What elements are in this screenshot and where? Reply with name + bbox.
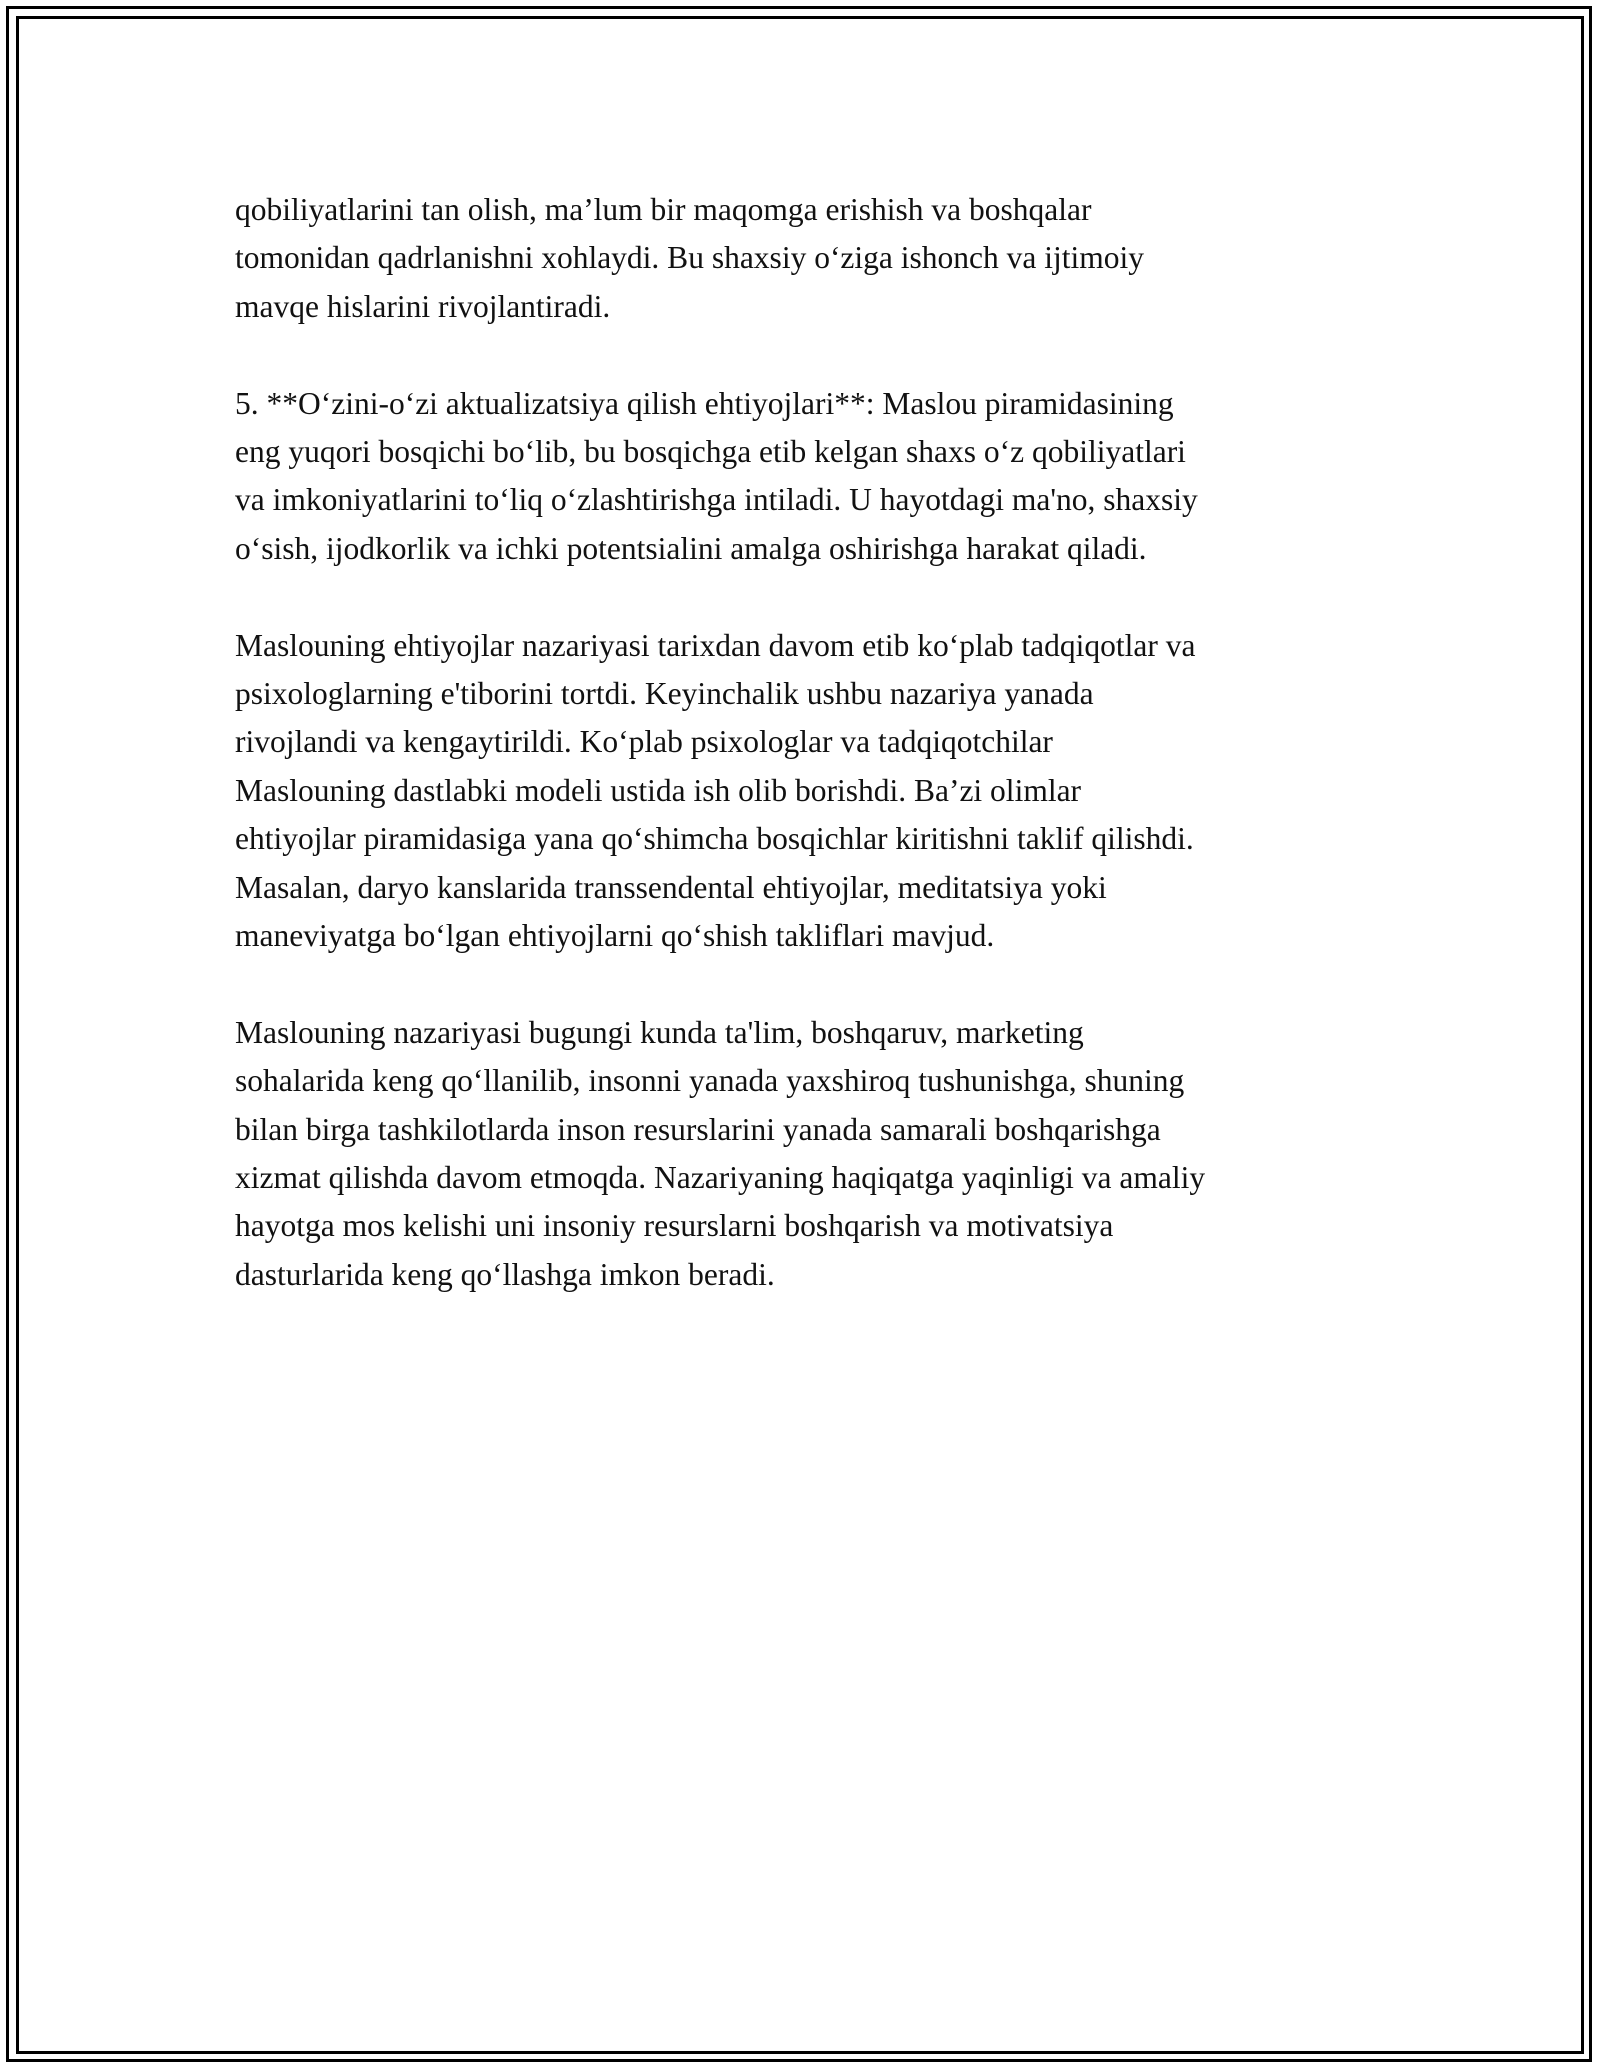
- document-body: [235, 186, 1370, 1348]
- paragraph-esteem-needs-continuation: qobiliyatlarini tan olish, ma’lum bir maqomga erishish va boshqalar tomonidan qadrlanishni xohlaydi. Bu shaxsiy o‘ziga ishonch va ijtimoiy mavqe hislarini rivojlantiradi.: [235, 192, 1145, 324]
- paragraph-self-actualization: 5. **O‘zini-o‘zi aktualizatsiya qilish ehtiyojlari**: Maslou piramidasining eng yuqori bosqichi bo‘lib, bu bosqichga etib kelgan shaxs o‘z qobiliyatlari va imkoniyatlarini to‘liq o‘zlashtirishga intiladi. U hayotdagi ma'no, shaxsiy o‘sish, ijodkorlik va ichki potentsialini amalga oshirishga harakat qiladi.: [235, 385, 1198, 566]
- paragraph-theory-history: Maslouning ehtiyojlar nazariyasi tarixdan davom etib ko‘plab tadqiqotlar va psixologlarning e'tiborini tortdi. Keyinchalik ushbu nazariya yanada rivojlandi va kengaytirildi. Ko‘plab psixologlar va tadqiqotchilar Maslouning dastlabki modeli ustida ish olib borishdi. Ba’zi olimlar ehtiyojlar piramidasiga yana qo‘shimcha bosqichlar kiritishni taklif qilishdi. Masalan, daryo kanslarida transsendental ehtiyojlar, meditatsiya yoki maneviyatga bo‘lgan ehtiyojlarni qo‘shish takliflari mavjud.: [235, 627, 1196, 954]
- paragraph-theory-applications: Maslouning nazariyasi bugungi kunda ta'lim, boshqaruv, marketing sohalarida keng qo‘llanilib, insonni yanada yaxshiroq tushunishga, shuning bilan birga tashkilotlarda inson resurslarini yanada samarali boshqarishga xizmat qilishda davom etmoqda. Nazariyaning haqiqatga yaqinligi va amaliy hayotga mos kelishi uni insoniy resurslarni boshqarish va motivatsiya dasturlarida keng qo‘llashga imkon beradi.: [235, 1014, 1206, 1292]
